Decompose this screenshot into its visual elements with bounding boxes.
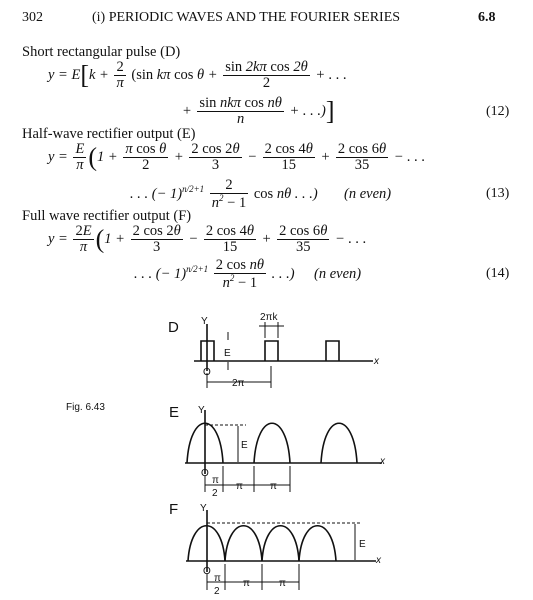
section-title-pulse: Short rectangular pulse (D) (22, 44, 181, 60)
panel-e-letter: E (169, 404, 180, 421)
running-title: (i) PERIODIC WAVES AND THE FOURIER SERIES (92, 10, 401, 25)
panel-e-period-label-1: π (236, 481, 243, 492)
panel-e-y-label: Y (198, 405, 205, 416)
panel-f-lobe-3 (262, 526, 299, 561)
panel-d-y-label: Y (201, 316, 208, 327)
panel-f-letter: F (169, 501, 179, 518)
panel-d-x-label: x (374, 356, 379, 367)
page-number: 302 (22, 10, 43, 25)
panel-d-height-label: E (224, 348, 231, 359)
panel-e-lobe-2 (254, 423, 290, 463)
panel-f-y-label: Y (200, 503, 207, 514)
equation-14-line-2: . . . (− 1)$^{n/2+1}$ $\frac{\text{2 cos nθ}}{n^2 - 1}$ . . .) (134, 257, 295, 292)
panel-d-origin: O (203, 367, 211, 378)
equation-number-12: (12) (486, 104, 510, 119)
panel-f-lobe-2 (225, 526, 262, 561)
panel-d-letter: D (168, 319, 179, 336)
panel-f-x-label: x (376, 555, 381, 566)
equation-14-condition: (n even) (314, 266, 362, 282)
panel-d-width-label: 2πk (260, 312, 278, 323)
equation-13-line-1: y = $\frac{E}{\pi}$ (1 + $\frac{\text{π cos θ}}{2}$ + $\frac{2 \cos 2\theta}{3}$ − $\frac{2 \cos 4\theta}{15}$ + $\frac{2 \cos 6\theta}{35}$ − . . . (48, 141, 426, 174)
equation-12-line-1: y = E[k + $\frac{2}{\pi}$ (sin kπ cos θ + $\frac{\text{sin 2kπ cos 2θ}}{2}$ + . . . (48, 59, 347, 92)
panel-e-period-label-2: π (270, 481, 277, 492)
panel-d (194, 322, 373, 388)
panel-f-lobe-4 (299, 526, 336, 561)
figure-caption: Fig. 6.43 (66, 402, 105, 413)
panel-f-height-label: E (359, 539, 366, 550)
panel-d-pulse-2 (265, 341, 278, 361)
panel-f-period-label-2: π (279, 578, 286, 589)
panel-f-half-period-den: 2 (214, 586, 220, 597)
panel-d-period-label: 2π (232, 378, 245, 389)
section-title-half-wave: Half-wave rectifier output (E) (22, 126, 196, 142)
equation-12-line-2: + $\frac{\text{sin nkπ cos nθ}}{n}$ + . . .)] (182, 95, 335, 128)
panel-e-x-label: x (380, 456, 385, 467)
equation-number-13: (13) (486, 186, 510, 201)
panel-f-origin: O (203, 566, 211, 577)
equation-number-14: (14) (486, 266, 510, 281)
equation-13-condition: (n even) (344, 186, 392, 202)
panel-e-lobe-3 (321, 423, 357, 463)
section-number: 6.8 (478, 10, 496, 25)
panel-e-half-period-den: 2 (212, 488, 218, 499)
panel-e-origin: O (201, 468, 209, 479)
section-title-full-wave: Full wave rectifier output (F) (22, 208, 192, 224)
panel-e-half-period-num: π (212, 475, 219, 486)
panel-f-period-label-1: π (243, 578, 250, 589)
panel-e-height-label: E (241, 440, 248, 451)
panel-d-pulse-3 (326, 341, 339, 361)
equation-13-line-2: . . . (− 1)$^{n/2+1}$ $\frac{2}{n^2 - 1}$ cos nθ . . .) (130, 177, 318, 212)
panel-f-half-period-num: π (214, 573, 221, 584)
equation-14-line-1: y = $\frac{2E}{\pi}$ (1 + $\frac{2 \cos 2\theta}{3}$ − $\frac{2 \cos 4\theta}{15}$ + $\frac{2 \cos 6\theta}{35}$ − . . . (48, 223, 367, 256)
